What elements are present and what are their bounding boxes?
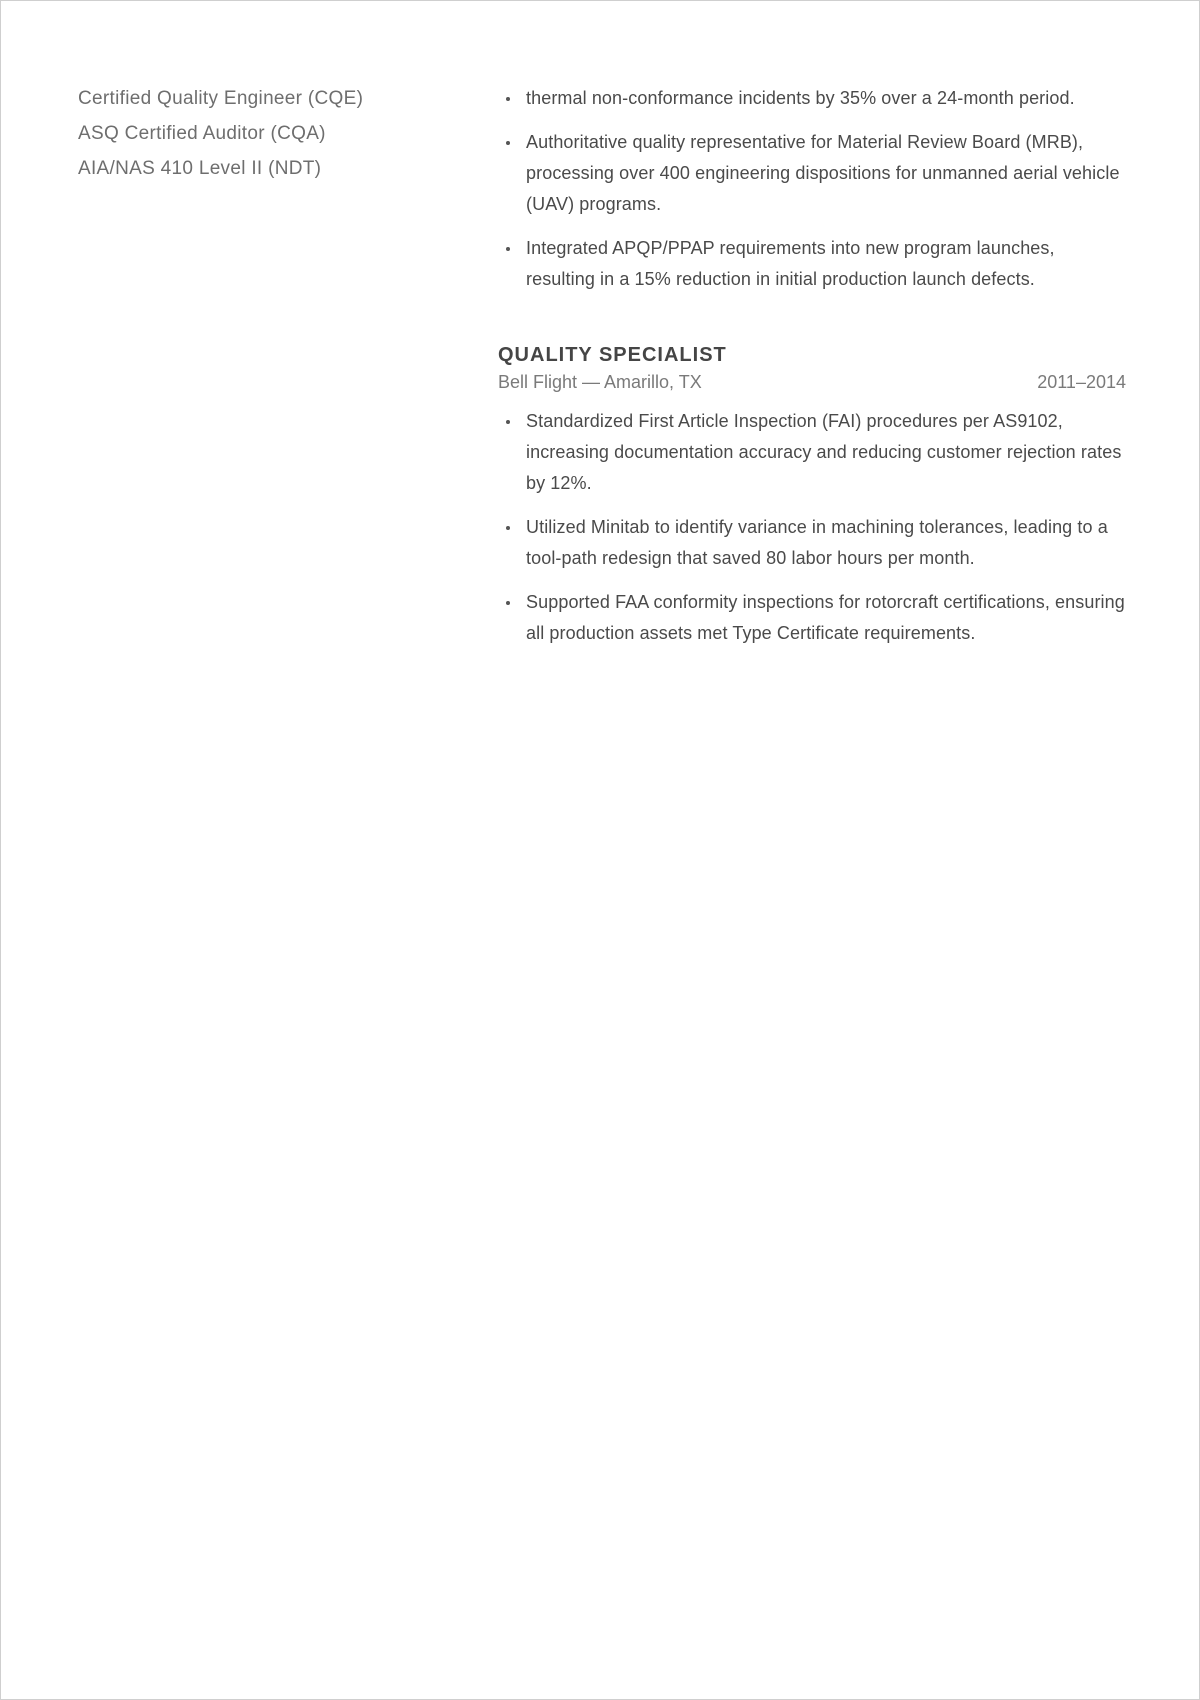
experience-bullet: thermal non-conformance incidents by 35% over a 24-month period.	[498, 83, 1126, 114]
previous-job-bullets	[498, 83, 1126, 295]
experience-bullet: Authoritative quality representative for Material Review Board (MRB), processing over 400 engineering dispositions for unmanned aerial vehicle (UAV) programs.	[498, 127, 1126, 220]
certification-item: Certified Quality Engineer (CQE)	[78, 88, 364, 109]
job-title: QUALITY SPECIALIST	[498, 344, 727, 366]
experience-bullet: Supported FAA conformity inspections for rotorcraft certifications, ensuring all production assets met Type Certificate requirements.	[498, 587, 1126, 649]
experience-section	[498, 83, 1126, 662]
job-company: Bell Flight — Amarillo, TX	[498, 372, 702, 392]
job-meta	[498, 368, 1126, 396]
job-dates: 2011–2014	[1037, 372, 1126, 392]
experience-bullet: Integrated APQP/PPAP requirements into new program launches, resulting in a 15% reduction in initial production launch defects.	[498, 233, 1126, 295]
experience-bullet: Standardized First Article Inspection (FAI) procedures per AS9102, increasing documentation accuracy and reducing customer rejection rates by 12%.	[498, 406, 1126, 499]
experience-bullet: Utilized Minitab to identify variance in machining tolerances, leading to a tool-path redesign that saved 80 labor hours per month.	[498, 512, 1126, 574]
certifications-list	[78, 81, 438, 186]
job-entry	[498, 342, 1126, 649]
certification-item: AIA/NAS 410 Level II (NDT)	[78, 158, 322, 179]
certification-item: ASQ Certified Auditor (CQA)	[78, 123, 326, 144]
job-bullets	[498, 406, 1126, 649]
